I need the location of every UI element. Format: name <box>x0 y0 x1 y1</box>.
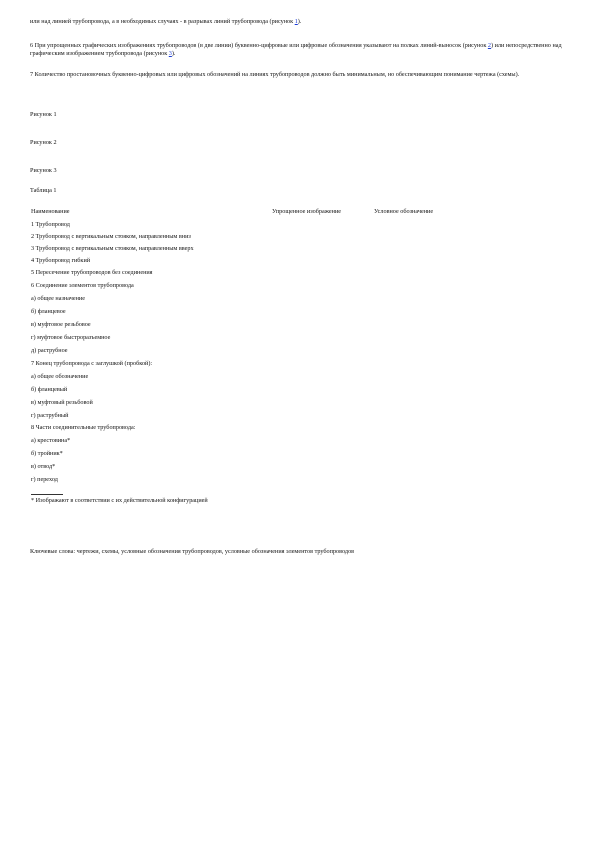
table-caption: Таблица 1 <box>30 187 57 194</box>
figure-2-link[interactable]: 2 <box>487 42 491 49</box>
table-row: 2 Трубопровод с вертикальным стояком, направленным вниз <box>31 233 191 240</box>
table-row: г) муфтовое быстроразъемное <box>31 334 111 341</box>
paragraph-7: 7 Количество простановочных буквенно-цифровых или цифровых обозначений на линиях трубопроводов должно быть минимальным, но обеспечивающим понимание чертежа (схемы). <box>30 71 520 78</box>
table-row: 1 Трубопровод <box>31 221 70 228</box>
table-row: а) общее обозначение <box>31 373 89 380</box>
table-header-name: Наименование <box>31 208 70 215</box>
table-row: г) раструбный <box>31 412 69 419</box>
table-row: 3 Трубопровод с вертикальным стояком, направленным вверх <box>31 245 194 252</box>
paragraph-6: 6 При упрощенных графических изображениях трубопроводов (в две линии) буквенно-цифровые или цифровые обозначения указывают на полках линий-выносок (рисунок 2) или непосредственно над графическим изображением трубопровода (рисунок 3). <box>30 42 562 57</box>
table-row: 4 Трубопровод гибкий <box>31 257 91 264</box>
table-row: 8 Части соединительные трубопровода: <box>31 424 136 431</box>
table-row: в) муфтовый резьбовой <box>31 399 93 406</box>
paragraph-continuation: или над линией трубопровода, а в необходимых случаях - в разрывах линий трубопровода (рисунок 1). <box>30 18 302 25</box>
figure-1-caption: Рисунок 1 <box>30 111 57 118</box>
footnote-divider <box>31 494 63 495</box>
table-row: б) фланцевый <box>31 386 68 393</box>
table-row: б) фланцевое <box>31 308 66 315</box>
table-row: а) крестовина* <box>31 437 71 444</box>
table-row: а) общее назначение <box>31 295 85 302</box>
table-header-simplified: Упрощенное изображение <box>272 208 342 215</box>
table-row: 5 Пересечение трубопроводов без соединения <box>31 269 153 276</box>
figure-3-caption: Рисунок 3 <box>30 167 57 174</box>
table-row: д) раструбное <box>31 347 68 354</box>
table-header-symbol: Условное обозначение <box>374 208 434 215</box>
keywords: Ключевые слова: чертежи, схемы, условные обозначения трубопроводов, условные обозначения элементов трубопроводов <box>30 548 355 555</box>
table-row: б) тройник* <box>31 450 63 457</box>
table-row: 6 Соединение элементов трубопровода <box>31 282 134 289</box>
figure-2-caption: Рисунок 2 <box>30 139 57 146</box>
table-footnote: * Изображают в соответствии с их действительной конфигурацией <box>31 497 208 504</box>
table-row: в) отвод* <box>31 463 56 470</box>
figure-1-link[interactable]: 1 <box>294 18 298 25</box>
table-row: в) муфтовое резьбовое <box>31 321 91 328</box>
figure-3-link[interactable]: 3 <box>168 49 172 57</box>
table-row: г) переход <box>31 476 58 483</box>
table-row: 7 Конец трубопровода с заглушкой (пробкой): <box>31 360 153 367</box>
